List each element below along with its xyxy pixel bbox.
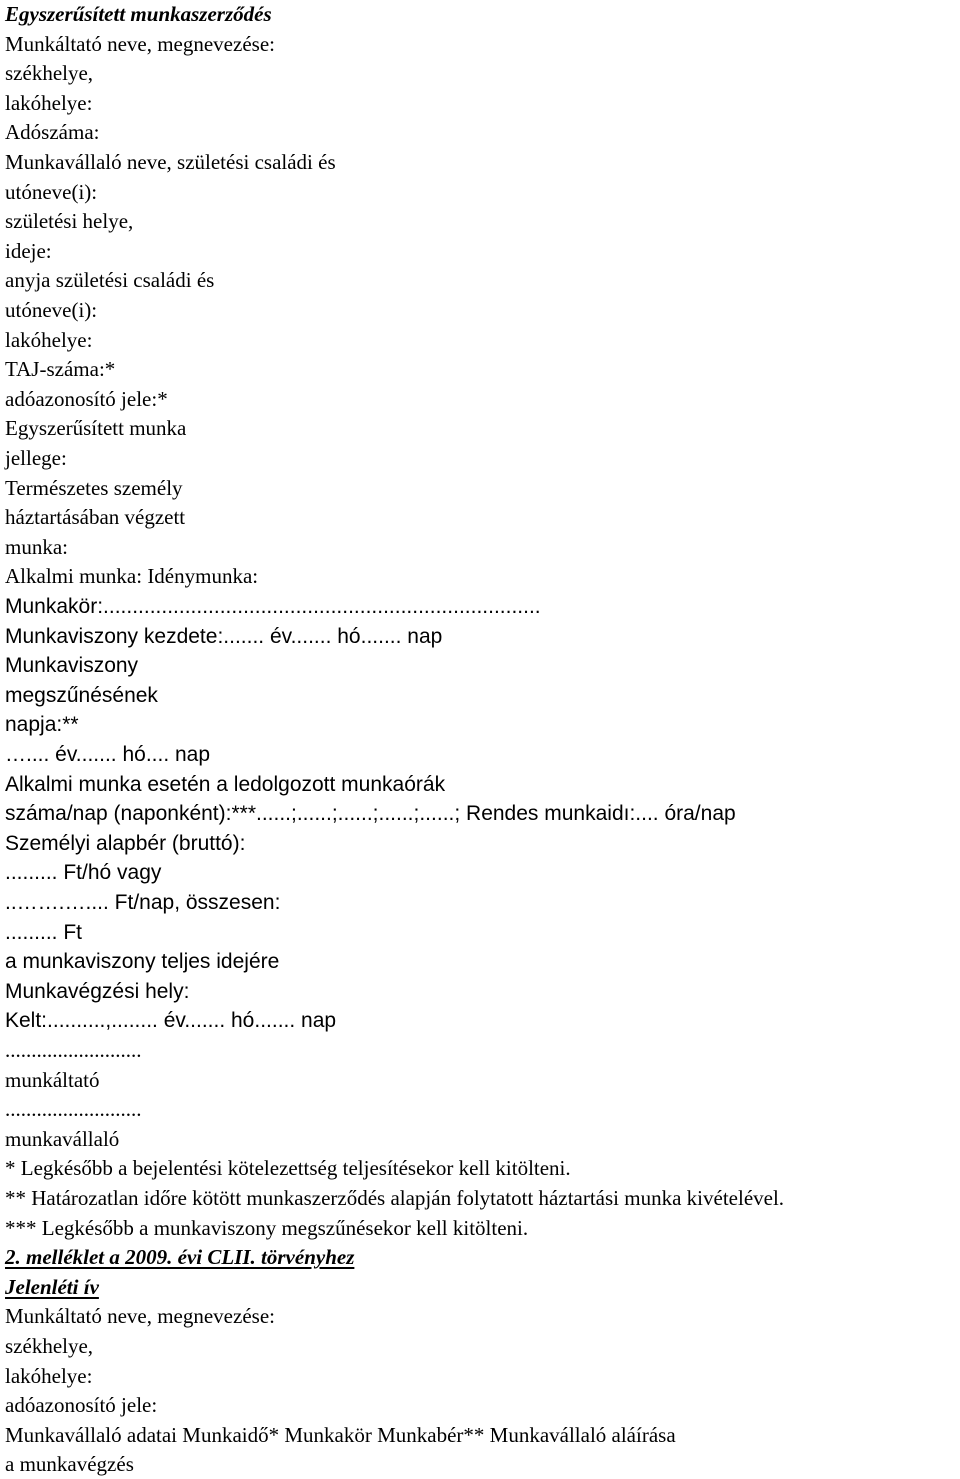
document-line: Adószáma: [5,120,100,145]
document-line: a munkavégzés [5,1452,134,1477]
document-line: Munkakör:........................................................................... [5,595,541,618]
document-line: Munkáltató neve, megnevezése: [5,1304,275,1329]
document-line: munkáltató [5,1067,100,1092]
document-line: születési helye, [5,209,134,234]
document-line: *** Legkésőbb a munkaviszony megszűnésekor kell kitölteni. [5,1215,529,1240]
document-line: Természetes személy [5,475,183,500]
document-line: száma/nap (naponként):***......;......;......;......;......; Rendes munkaidı:.... óra/nap [5,802,736,826]
document-line: napja:** [5,713,79,737]
document-line: Munkavégzési hely: [5,979,190,1003]
document-line: Egyszerűsített munkaszerződés [5,2,272,26]
document-line: anyja születési családi és [5,268,215,293]
document-line: ......... Ft [5,920,83,944]
document-line: lakóhelye: [5,1363,93,1388]
document-line: Személyi alapbér (bruttó): [5,831,246,855]
document-line: ..…….….... Ft/nap, összesen: [5,891,281,914]
document-line: .......................... [5,1097,142,1122]
document-line: munkavállaló [5,1126,120,1151]
document-line: 2. melléklet a 2009. évi CLII. törvényhez [5,1245,355,1270]
document-line: ......... Ft/hó vagy [5,861,162,885]
document-line: a munkaviszony teljes idejére [5,950,280,974]
document-line: Munkaviszony [5,654,139,678]
document-line: utóneve(i): [5,298,98,322]
document-line: Munkavállaló adatai Munkaidő* Munkakör Munkabér** Munkavállaló aláírása [5,1422,676,1447]
document-line: lakóhelye: [5,90,93,115]
document-line: megszűnésének [5,683,158,707]
document-line: Egyszerűsített munka [5,416,187,441]
document-line: * Legkésőbb a bejelentési kötelezettség teljesítésekor kell kitölteni. [5,1156,571,1181]
document-line: Munkaviszony kezdete:....... év....... hó....... nap [5,624,443,648]
document-line: székhelye, [5,61,94,86]
document-line: adóazonosító jele: [5,1393,158,1418]
document-line: székhelye, [5,1334,94,1358]
document-line: lakóhelye: [5,327,93,352]
document-line: Alkalmi munka esetén a ledolgozott munkaórák [5,772,446,796]
document-line: Jelenléti ív [5,1274,99,1299]
document-line: Munkavállaló neve, születési családi és [5,150,336,174]
document-line: jellege: [5,446,67,470]
document-line: TAJ-száma:* [5,357,116,382]
document-line: .......................... [5,1038,142,1062]
document-line: munka: [5,534,68,559]
document-line: ideje: [5,238,52,263]
document-line: Kelt:..........,........ év....... hó....... nap [5,1009,337,1033]
document-line: ** Határozatlan időre kötött munkaszerződés alapján folytatott háztartási munka kivételével. [5,1186,785,1210]
document-line: háztartásában végzett [5,505,186,530]
document-line: Alkalmi munka: Idénymunka: [5,564,259,589]
document-line: ….... év....... hó.... nap [5,743,211,766]
document-line: utóneve(i): [5,179,98,204]
document-line: Munkáltató neve, megnevezése: [5,31,275,56]
document-line: adóazonosító jele:* [5,386,168,411]
